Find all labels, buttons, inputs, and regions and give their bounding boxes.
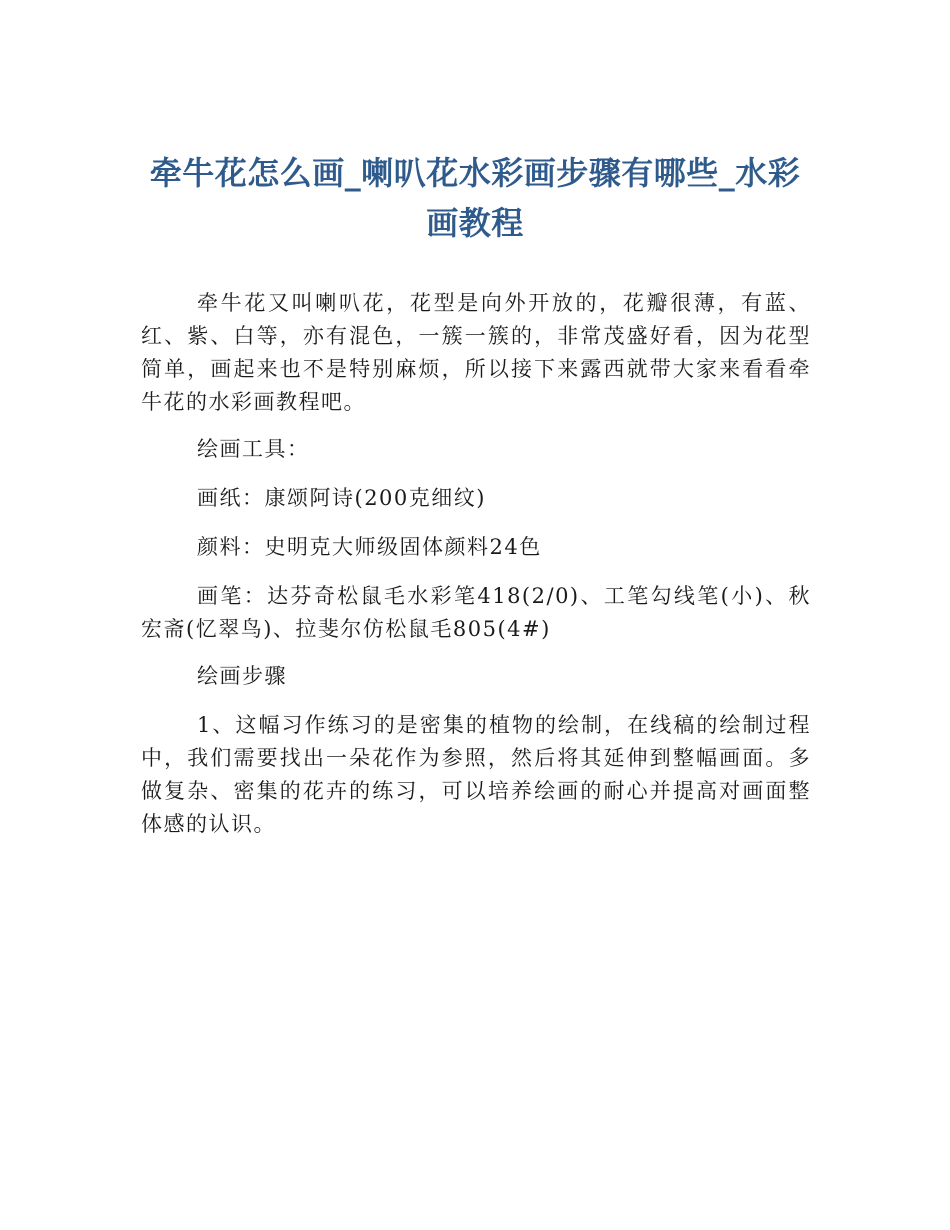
paper-item: 画纸：康颂阿诗(200克细纹)	[197, 486, 486, 510]
document-title: 牵牛花怎么画_喇叭花水彩画步骤有哪些_水彩画教程	[149, 154, 801, 242]
step-1-paragraph: 1、这幅习作练习的是密集的植物的绘制，在线稿的绘制过程中，我们需要找出一朵花作为参照，然后将其延伸到整幅画面。多做复杂、密集的花卉的练习，可以培养绘画的耐心并提高对画面整体感的认识。	[141, 713, 811, 836]
brush-item: 画笔：达芬奇松鼠毛水彩笔418(2/0)、工笔勾线笔(小)、秋宏斋(忆翠鸟)、拉斐尔仿松鼠毛805(4#)	[141, 584, 811, 641]
steps-heading: 绘画步骤	[197, 664, 287, 688]
paint-item: 颜料：史明克大师级固体颜料24色	[197, 535, 542, 559]
tools-heading: 绘画工具：	[197, 437, 310, 461]
intro-paragraph: 牵牛花又叫喇叭花，花型是向外开放的，花瓣很薄，有蓝、红、紫、白等，亦有混色，一簇一簇的，非常茂盛好看，因为花型简单，画起来也不是特别麻烦，所以接下来露西就带大家来看看牵牛花的水彩画教程吧。	[141, 291, 811, 414]
